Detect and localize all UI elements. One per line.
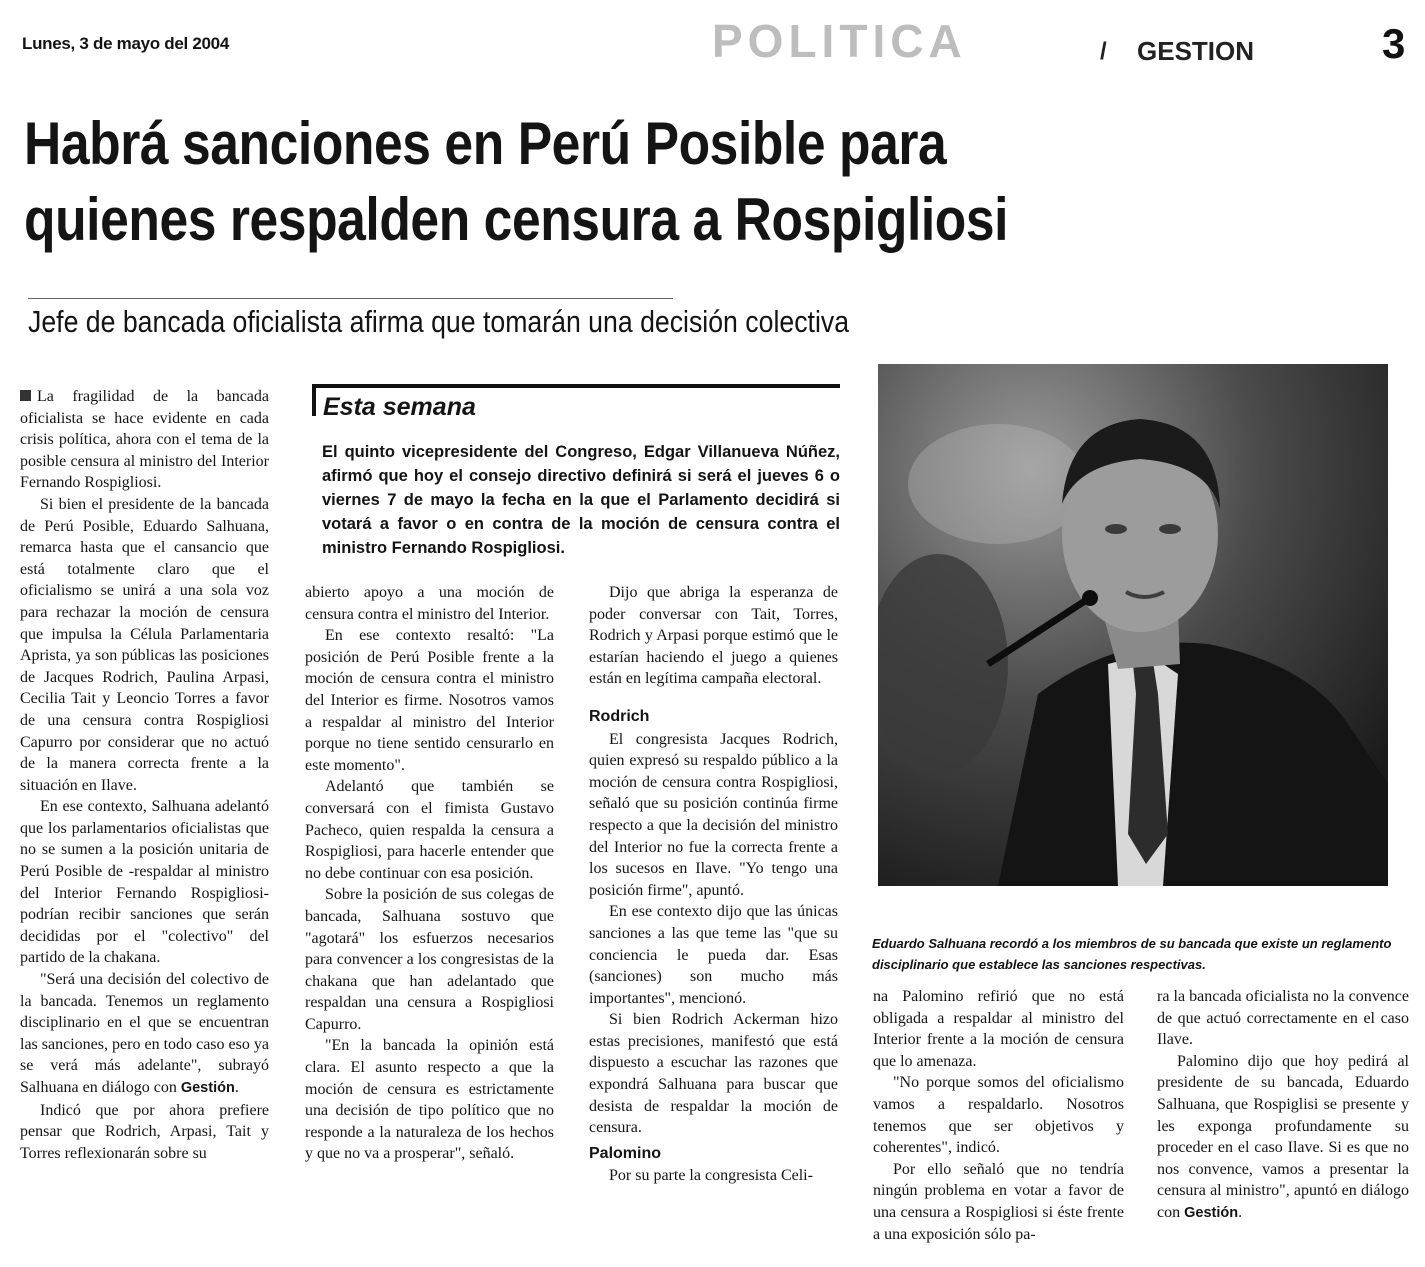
- box-left-rule: [312, 384, 316, 416]
- lead-bullet-icon: [20, 390, 31, 401]
- subheading-rodrich: Rodrich: [589, 707, 650, 725]
- headline: [24, 106, 1142, 258]
- paragraph: Por ello señaló que no tendría ningún problema en votar a favor de una censura a Rospigliosi si éste frente a una exposición sólo pa-: [873, 1160, 1124, 1243]
- article-column-1: [20, 386, 269, 1164]
- paragraph: ra la bancada oficialista no la convence de que actuó correctamente en el caso Ilave.: [1157, 988, 1409, 1049]
- newspaper-mention: Gestión: [180, 1080, 235, 1096]
- paragraph: "En la bancada la opinión está clara. El asunto respecto a que la moción de censura es estrictamente una decisión de tipo político que no responde a la naturaleza de los hechos y que no va a prosperar", señaló.: [305, 1037, 554, 1163]
- paragraph-end: .: [234, 1079, 239, 1096]
- subheading-palomino: Palomino: [589, 1144, 662, 1162]
- headline-line-1: Habrá sanciones en Perú Posible para: [24, 110, 947, 177]
- article-column-2: [305, 582, 554, 1165]
- paragraph: "No porque somos del oficialismo vamos a respaldarlo. Nosotros tenemos que ser objetivos y coherentes", indicó.: [873, 1074, 1124, 1157]
- paragraph: El congresista Jacques Rodrich, quien expresó su respaldo público a la moción de censura contra Rospigliosi, señaló que su posición continúa firme respecto a que la decisión del ministro del Interior no fue la correcta frente a los sucesos en Ilave. "Yo tengo una posición firme", apuntó.: [589, 730, 838, 899]
- paragraph: Si bien Rodrich Ackerman hizo estas precisiones, manifestó que está dispuesto a escuchar las razones que expondrá Salhuana para buscar que desista de respaldar la moción de censura.: [589, 1011, 838, 1137]
- paragraph: Dijo que abriga la esperanza de poder conversar con Tait, Torres, Rodrich y Arpasi porque estimó que le estarían haciendo el juego a quienes están en legítima campaña electoral.: [589, 584, 838, 688]
- article-column-3: [589, 582, 838, 1187]
- page-number: 3: [1382, 20, 1406, 67]
- kicker-rule: [28, 298, 673, 299]
- paragraph: [20, 969, 269, 1100]
- article-column-5: [1157, 986, 1409, 1225]
- paragraph-end: .: [1238, 1203, 1243, 1221]
- newspaper-mention: Gestión: [1184, 1204, 1239, 1221]
- paragraph-text: La fragilidad de la bancada oficialista se hace evidente en cada crisis política, ahora con el tema de la posible censura al ministro del Interior Fernando Rospigliosi.: [20, 388, 269, 492]
- section-separator: /: [1100, 38, 1107, 65]
- headline-line-2: quienes respalden censura a Rospigliosi: [24, 186, 1009, 253]
- paragraph: Indicó que por ahora prefiere pensar que Rodrich, Arpasi, Tait y Torres reflexionarán sobre su: [20, 1101, 269, 1162]
- paragraph: En ese contexto dijo que las únicas sanciones a las que teme las "que su conciencia le pueda dar. Esas (sanciones) son mucho más importantes", mencionó.: [589, 903, 838, 1007]
- newspaper-name: GESTION: [1137, 36, 1255, 66]
- paragraph: Sobre la posición de sus colegas de bancada, Salhuana sostuvo que "agotará" los esfuerzos necesarios para convencer a los congresistas de la chakana que han adelantado que respaldan una censura a Rospigliosi Capurro.: [305, 886, 554, 1033]
- box-top-rule: [312, 384, 840, 388]
- paragraph-text: "Será una decisión del colectivo de la bancada. Tenemos un reglamento disciplinario en el que se encuentran las sanciones, pero en todo caso eso ya se verá más adelante", subrayó Salhuana en diálogo con: [20, 971, 269, 1096]
- paragraph: Adelantó que también se conversará con el fimista Gustavo Pacheco, quien respalda la censura a Rospigliosi, para hacerle entender que no debe continuar con esa posición.: [305, 778, 554, 882]
- paragraph: na Palomino refirió que no está obligada a respaldar al ministro del Interior frente a la moción de censura que lo amenaza.: [873, 988, 1124, 1070]
- paragraph: abierto apoyo a una moción de censura contra el ministro del Interior.: [305, 584, 554, 623]
- article-column-4: [873, 986, 1124, 1245]
- box-text: El quinto vicepresidente del Congreso, Edgar Villanueva Núñez, afirmó que hoy el consejo directivo definirá si será el jueves 6 o viernes 7 de mayo la fecha en la que el Parlamento decidirá si votará a favor o en contra de la moción de censura contra el ministro Fernando Rospigliosi.: [322, 443, 840, 557]
- paragraph: [1157, 1051, 1409, 1225]
- speaker-photo-illustration: [878, 364, 1388, 886]
- kicker: Jefe de bancada oficialista afirma que tomarán una decisión colectiva: [28, 304, 850, 339]
- photo-caption: Eduardo Salhuana recordó a los miembros de su bancada que existe un reglamento disciplinario que establece las sanciones respectivas.: [872, 936, 1392, 972]
- paragraph: En ese contexto, Salhuana adelantó que los parlamentarios oficialistas que no se sumen a la posición unitaria de Perú Posible de -respaldar al ministro del Interior Fernando Rospigliosi- podrían recibir sanciones que serán decididas por el "colectivo" del partido de la chakana.: [20, 798, 269, 967]
- paragraph: Si bien el presidente de la bancada de Perú Posible, Eduardo Salhuana, remarca hasta que el cansancio que está totalmente claro que el oficialismo se unirá a una sola voz para rechazar la moción de censura que impulsa la Célula Parlamentaria Aprista, ya son públicas las posiciones de Jacques Rodrich, Paulina Arpasi, Cecilia Tait y Leoncio Torres a favor de una censura contra Rospigliosi Capurro por considerar que no actuó de la manera correcta frente a la situación en Ilave.: [20, 495, 269, 794]
- paragraph: En ese contexto resaltó: "La posición de Perú Posible frente a la moción de censura contra el ministro del Interior es firme. Nosotros vamos a respaldar al ministro del Interior porque no tiene sentido censurarlo en este momento".: [305, 627, 554, 774]
- section-title: POLITICA: [712, 15, 967, 67]
- box-title: Esta semana: [323, 393, 476, 421]
- photo-eduardo-salhuana: [878, 364, 1388, 886]
- paragraph: [20, 386, 269, 494]
- paragraph-text: Palomino dijo que hoy pedirá al presidente de su bancada, Eduardo Salhuana, que Rospiglisi se presente y les exponga profundamente su proceder en el caso Ilave. Si es que no nos convence, vamos a presentar la censura al ministro", apuntó en diálogo con: [1157, 1052, 1409, 1221]
- issue-date: Lunes, 3 de mayo del 2004: [22, 34, 229, 53]
- paragraph: Por su parte la congresista Celi-: [609, 1167, 813, 1185]
